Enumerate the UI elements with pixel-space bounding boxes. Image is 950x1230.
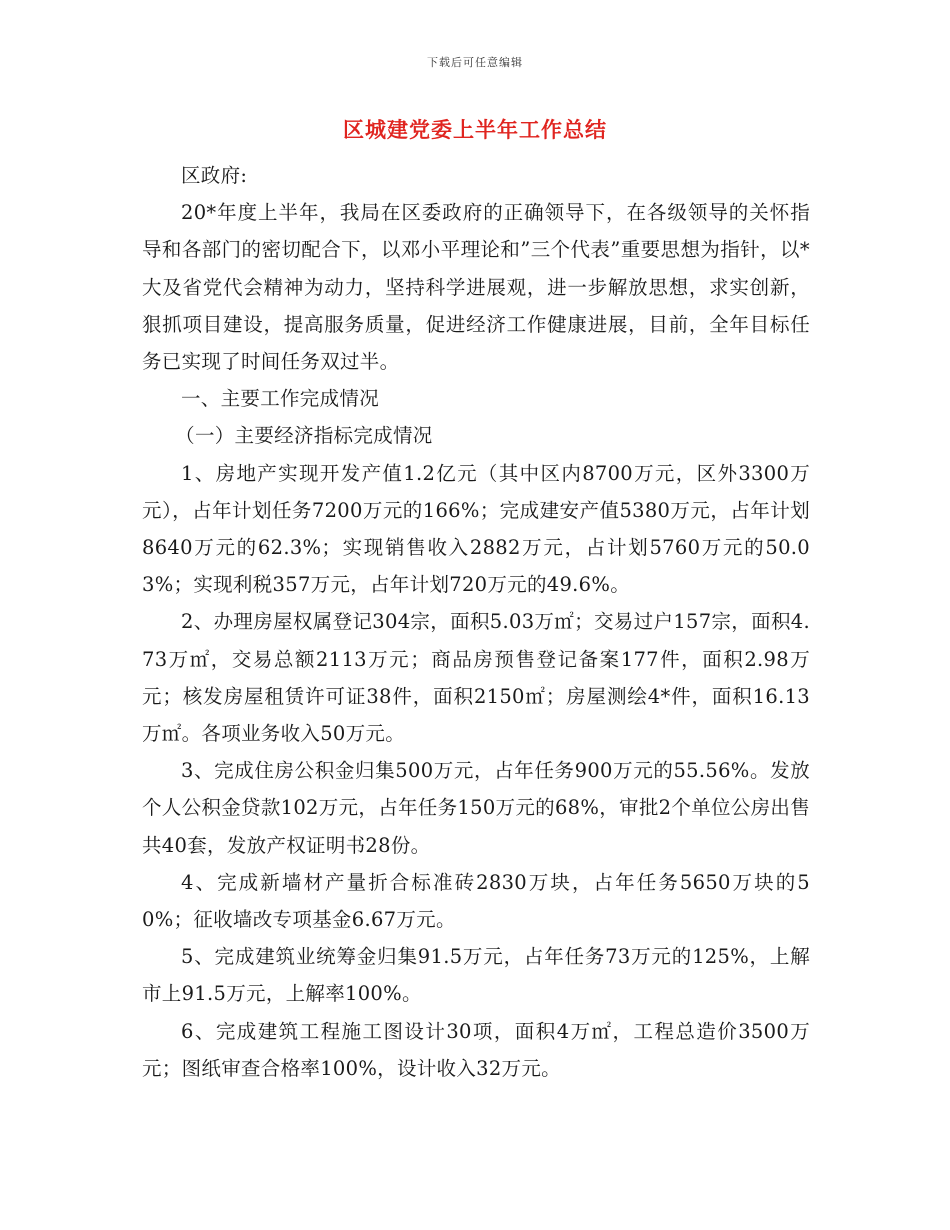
list-item: 6、完成建筑工程施工图设计30项，面积4万㎡，工程总造价3500万元；图纸审查合格率100%，设计收入32万元。: [142, 1019, 810, 1080]
list-item: 4、完成新墙材产量折合标准砖2830万块，占年任务5650万块的50%；征收墙改专项基金6.67万元。: [142, 870, 810, 932]
document-title: 区城建党委上半年工作总结: [343, 117, 607, 142]
header-note: 下载后可任意编辑: [427, 56, 523, 69]
intro-paragraph: 20*年度上半年，我局在区委政府的正确领导下，在各级领导的关怀指导和各部门的密切配合下，以邓小平理论和”三个代表”重要思想为指针，以*大及省党代会精神为动力，坚持科学进展观，进一步解放思想，求实创新，狠抓项目建设，提高服务质量，促进经济工作健康进展，目前，全年目标任务已实现了时间任务双过半。: [142, 201, 810, 374]
list-item: 2、办理房屋权属登记304宗，面积5.03万㎡；交易过户157宗，面积4.73万㎡，交易总额2113万元；商品房预售登记备案177件，面积2.98万元；核发房屋租赁许可证38件，面积2150㎡；房屋测绘4*件，面积16.13万㎡。各项业务收入50万元。: [142, 610, 810, 746]
document-body: [142, 157, 810, 1087]
list-item: 1、房地产实现开发产值1.2亿元（其中区内8700万元，区外3300万元），占年计划任务7200万元的166%；完成建安产值5380万元，占年计划8640万元的62.3%；实现销售收入2882万元，占计划5760万元的50.03%；实现利税357万元，占年计划720万元的49.6%。: [142, 461, 810, 597]
list-item: 3、完成住房公积金归集500万元，占年任务900万元的55.56%。发放个人公积金贷款102万元，占年任务150万元的68%，审批2个单位公房出售共40套，发放产权证明书28份。: [142, 759, 810, 857]
subsection-heading: （一）主要经济指标完成情况: [175, 424, 433, 448]
salutation: 区政府:: [181, 164, 248, 187]
list-item: 5、完成建筑业统筹金归集91.5万元，占年任务73万元的125%，上解市上91.5万元，上解率100%。: [142, 945, 810, 1006]
section-heading: 一、主要工作完成情况: [181, 387, 380, 411]
